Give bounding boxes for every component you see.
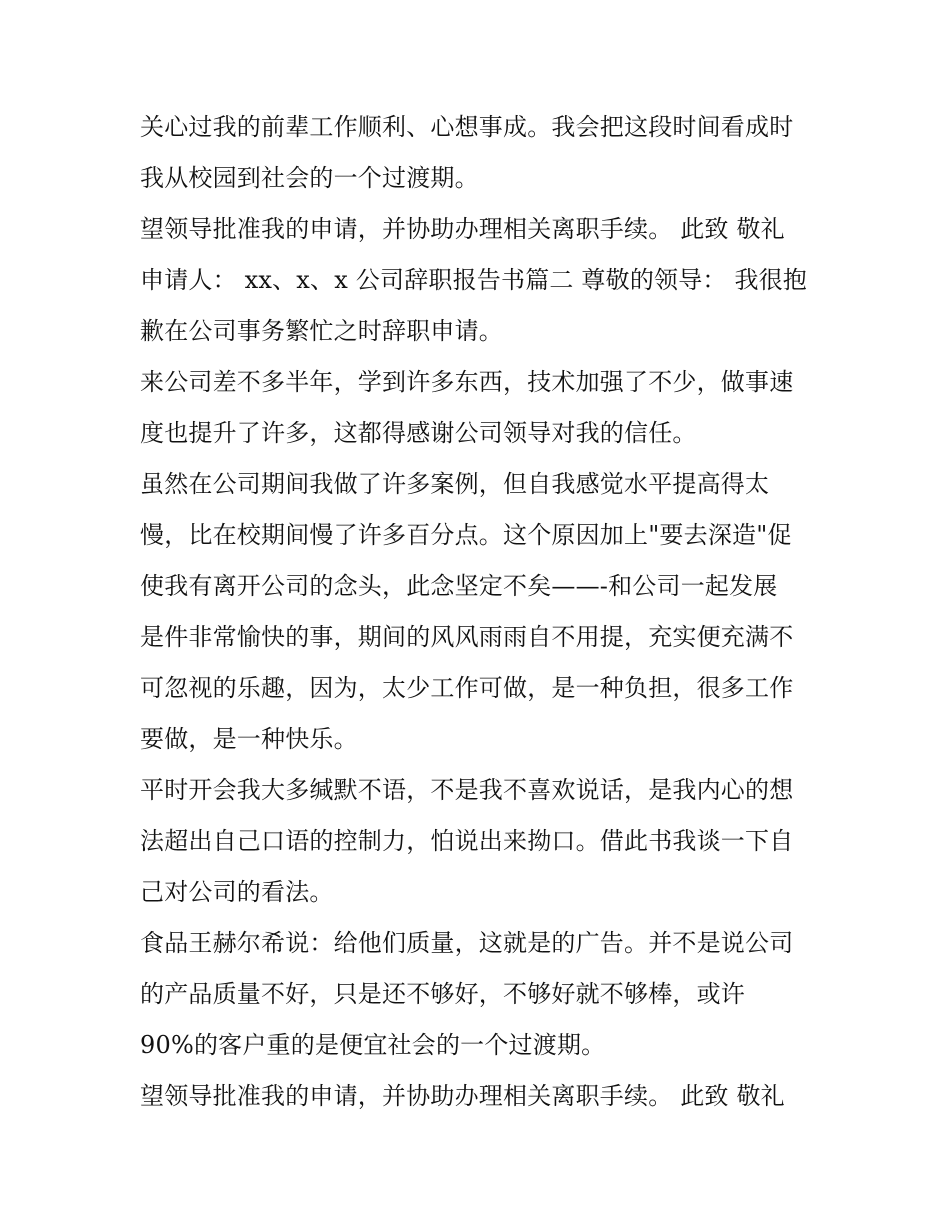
text-line-15: 法超出自己口语的控制力，怕说出来拗口。借此书我谈一下自 (140, 827, 794, 855)
text-line-18: 的产品质量不好，只是还不够好，不够好就不够棒，或许 (140, 980, 745, 1008)
text-line-20: 望领导批准我的申请，并协助办理相关离职手续。 此致 敬礼 (140, 1082, 785, 1110)
text-line-6: 来公司差不多半年，学到许多东西，技术加强了不少，做事速 (140, 368, 794, 396)
text-line-1: 关心过我的前辈工作顺利、心想事成。我会把这段时间看成时 (140, 113, 794, 141)
text-line-10: 使我有离开公司的念头，此念坚定不矣——-和公司一起发展 (140, 572, 778, 600)
text-line-12: 可忽视的乐趣，因为，太少工作可做，是一种负担，很多工作 (140, 674, 794, 702)
text-line-14: 平时开会我大多缄默不语，不是我不喜欢说话，是我内心的想 (140, 776, 794, 804)
text-line-8: 虽然在公司期间我做了许多案例，但自我感觉水平提高得太 (140, 470, 770, 498)
text-line-7: 度也提升了许多，这都得感谢公司领导对我的信任。 (140, 419, 697, 447)
text-line-2: 我从校园到社会的一个过渡期。 (140, 164, 479, 192)
text-line-13: 要做，是一种快乐。 (140, 725, 358, 753)
text-line-19: 90%的客户重的是便宜社会的一个过渡期。 (140, 1031, 606, 1059)
text-line-11: 是件非常愉快的事，期间的风风雨雨自不用提，充实便充满不 (140, 623, 794, 651)
text-line-3: 望领导批准我的申请，并协助办理相关离职手续。 此致 敬礼 (140, 215, 785, 243)
text-line-5: 歉在公司事务繁忙之时辞职申请。 (140, 317, 503, 345)
document-body (140, 102, 820, 1122)
text-line-4: 申请人： xx、x、x 公司辞职报告书篇二 尊敬的领导： 我很抱 (140, 266, 808, 294)
text-line-16: 己对公司的看法。 (140, 878, 334, 906)
text-line-17: 食品王赫尔希说：给他们质量，这就是的广告。并不是说公司 (140, 929, 794, 957)
text-line-9: 慢，比在校期间慢了许多百分点。这个原因加上"要去深造"促 (140, 521, 792, 549)
